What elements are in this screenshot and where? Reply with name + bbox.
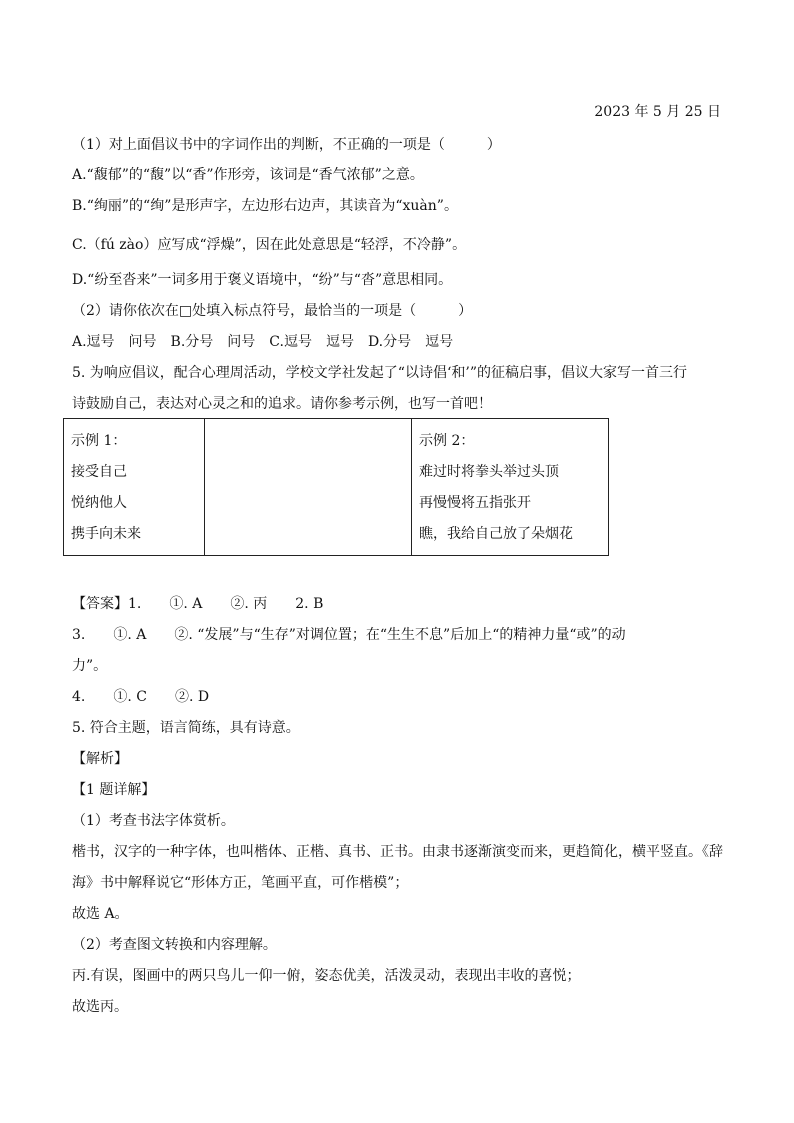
- example-1-line: 悦纳他人: [71, 495, 127, 511]
- analysis-paragraph: 故选 A。: [72, 906, 129, 922]
- example-1-title: 示例 1：: [71, 433, 127, 449]
- answer-line-1: 【答案】1. ①. A ②. 丙 2. B: [72, 596, 324, 612]
- q1-option-a: A.“馥郁”的“馥”以“香”作形旁，该词是“香气浓郁”之意。: [72, 167, 424, 183]
- analysis-paragraph: 海》书中解释说它“形体方正，笔画平直，可作楷模”；: [72, 875, 409, 891]
- example-2-line: 瞧，我给自己放了朵烟花: [419, 526, 573, 542]
- analysis-subheading: 【1 题详解】: [72, 782, 156, 798]
- blank-cell: [205, 419, 412, 556]
- q5-prompt-line1: 5. 为响应倡议，配合心理周活动，学校文学社发起了“以诗倡‘和’”的征稿启事，倡议大家写一首三行: [72, 365, 688, 381]
- example-1-line: 接受自己: [71, 464, 127, 480]
- answer-line-5: 5. 符合主题，语言简练，具有诗意。: [72, 720, 300, 736]
- document-date: 2023 年 5 月 25 日: [594, 104, 721, 120]
- analysis-paragraph: （1）考查书法字体赏析。: [72, 813, 235, 829]
- q2-options: A.逗号 问号 B.分号 问号 C.逗号 逗号 D.分号 逗号: [72, 334, 454, 350]
- example-table: [63, 418, 609, 556]
- example-2-line: 难过时将拳头举过头顶: [419, 464, 559, 480]
- example-2-cell: [412, 419, 609, 556]
- analysis-paragraph: 故选丙。: [72, 999, 128, 1015]
- analysis-paragraph: （2）考查图文转换和内容理解。: [72, 937, 277, 953]
- example-1-cell: [64, 419, 205, 556]
- q1-stem: （1）对上面倡议书中的字词作出的判断，不正确的一项是（ ）: [72, 137, 501, 153]
- example-1-line: 携手向未来: [71, 526, 141, 542]
- analysis-heading: 【解析】: [72, 751, 128, 767]
- example-2-line: 再慢慢将五指张开: [419, 495, 531, 511]
- answer-line-2: 3. ①. A ②. “发展”与“生存”对调位置；在“生生不息”后加上“的精神力量“或”的动: [72, 627, 626, 643]
- answer-line-4: 4. ①. C ②. D: [72, 689, 210, 705]
- example-2-title: 示例 2：: [419, 433, 475, 449]
- q5-prompt-line2: 诗鼓励自己，表达对心灵之和的追求。请你参考示例，也写一首吧！: [72, 396, 492, 412]
- q1-option-c: C.（fú zào）应写成“浮燥”，因在此处意思是“轻浮，不冷静”。: [72, 237, 467, 253]
- analysis-paragraph: 楷书，汉字的一种字体，也叫楷体、正楷、真书、正书。由隶书逐渐演变而来，更趋简化，横平竖直。《辞: [72, 844, 723, 860]
- answer-line-3: 力”。: [72, 658, 108, 674]
- analysis-paragraph: 丙.有误，图画中的两只鸟儿一仰一俯，姿态优美，活泼灵动，表现出丰收的喜悦；: [72, 968, 581, 984]
- q1-option-b: B.“绚丽”的“绚”是形声字，左边形右边声，其读音为“xuàn”。: [72, 198, 458, 214]
- q1-option-d: D.“纷至沓来”一词多用于褒义语境中，“纷”与“沓”意思相同。: [72, 272, 453, 288]
- q2-stem: （2）请你依次在□处填入标点符号，最恰当的一项是（ ）: [72, 303, 473, 319]
